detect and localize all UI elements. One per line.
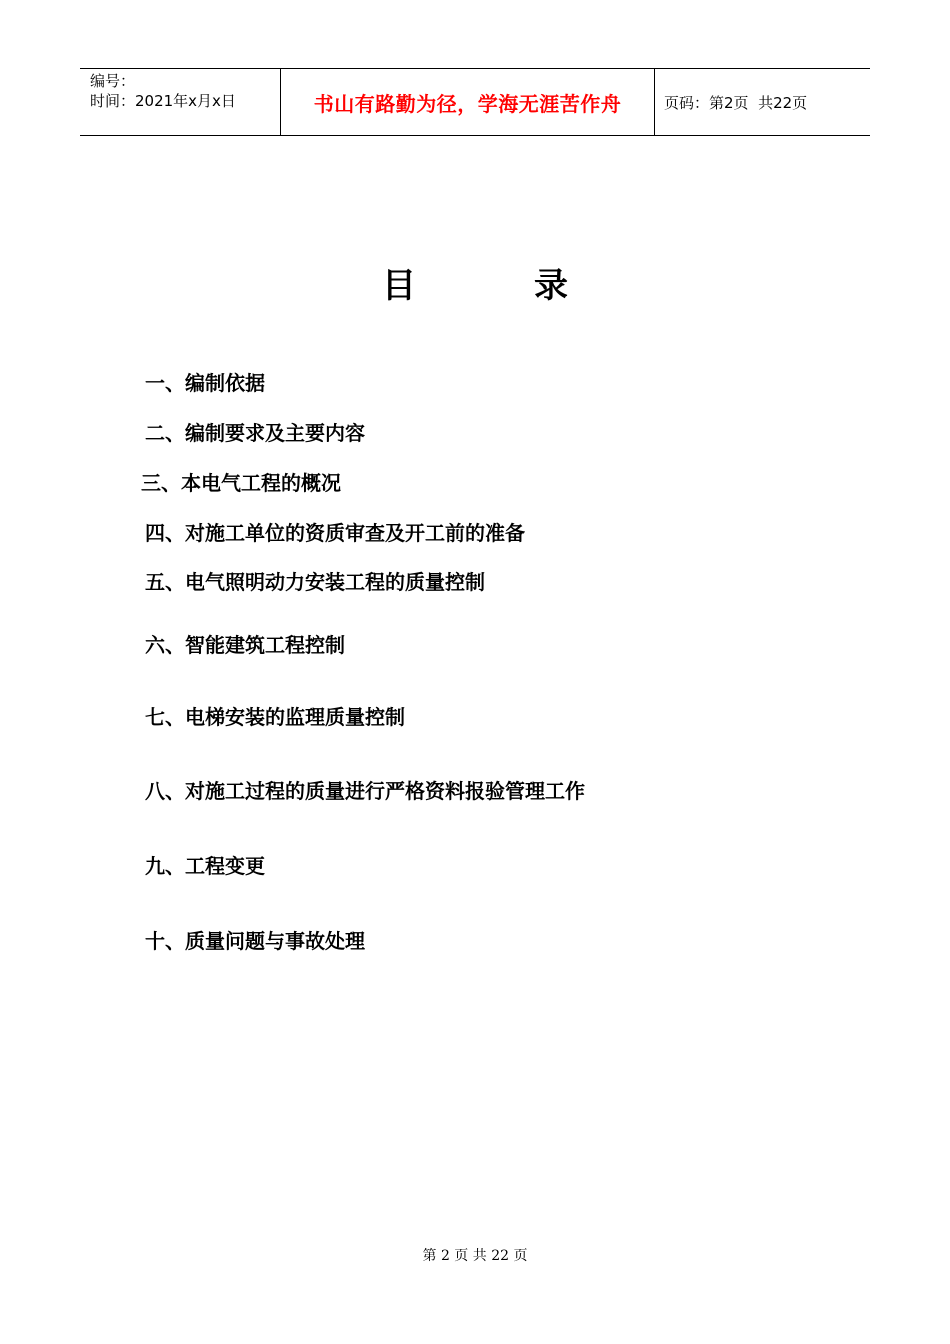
toc-item-1: 一、编制依据: [145, 371, 265, 395]
title-char-1: 目: [382, 266, 416, 306]
toc-item-3: 三、本电气工程的概况: [141, 471, 341, 495]
toc-item-6: 六、智能建筑工程控制: [145, 633, 345, 657]
toc-item-9: 九、工程变更: [145, 854, 265, 878]
toc-item-4: 四、对施工单位的资质审查及开工前的准备: [145, 521, 525, 545]
toc-item-2: 二、编制要求及主要内容: [145, 421, 365, 445]
toc-item-5: 五、电气照明动力安装工程的质量控制: [145, 570, 485, 594]
document-date: 时间：2021年x月x日: [90, 92, 236, 110]
page-title: [0, 262, 950, 310]
toc-item-8: 八、对施工过程的质量进行严格资料报验管理工作: [145, 779, 585, 803]
header-page-info: 页码：第2页 共22页: [664, 93, 808, 112]
header-meta-cell: [80, 69, 281, 135]
header-table: [80, 68, 870, 136]
toc-item-10: 十、质量问题与事故处理: [145, 929, 365, 953]
page-footer: 第 2 页 共 22 页: [422, 1248, 528, 1264]
header-motto: 书山有路勤为径，学海无涯苦作舟: [281, 69, 655, 135]
document-number-label: 编号：: [90, 72, 136, 90]
title-char-2: 录: [534, 266, 568, 306]
toc-item-7: 七、电梯安装的监理质量控制: [145, 705, 405, 729]
